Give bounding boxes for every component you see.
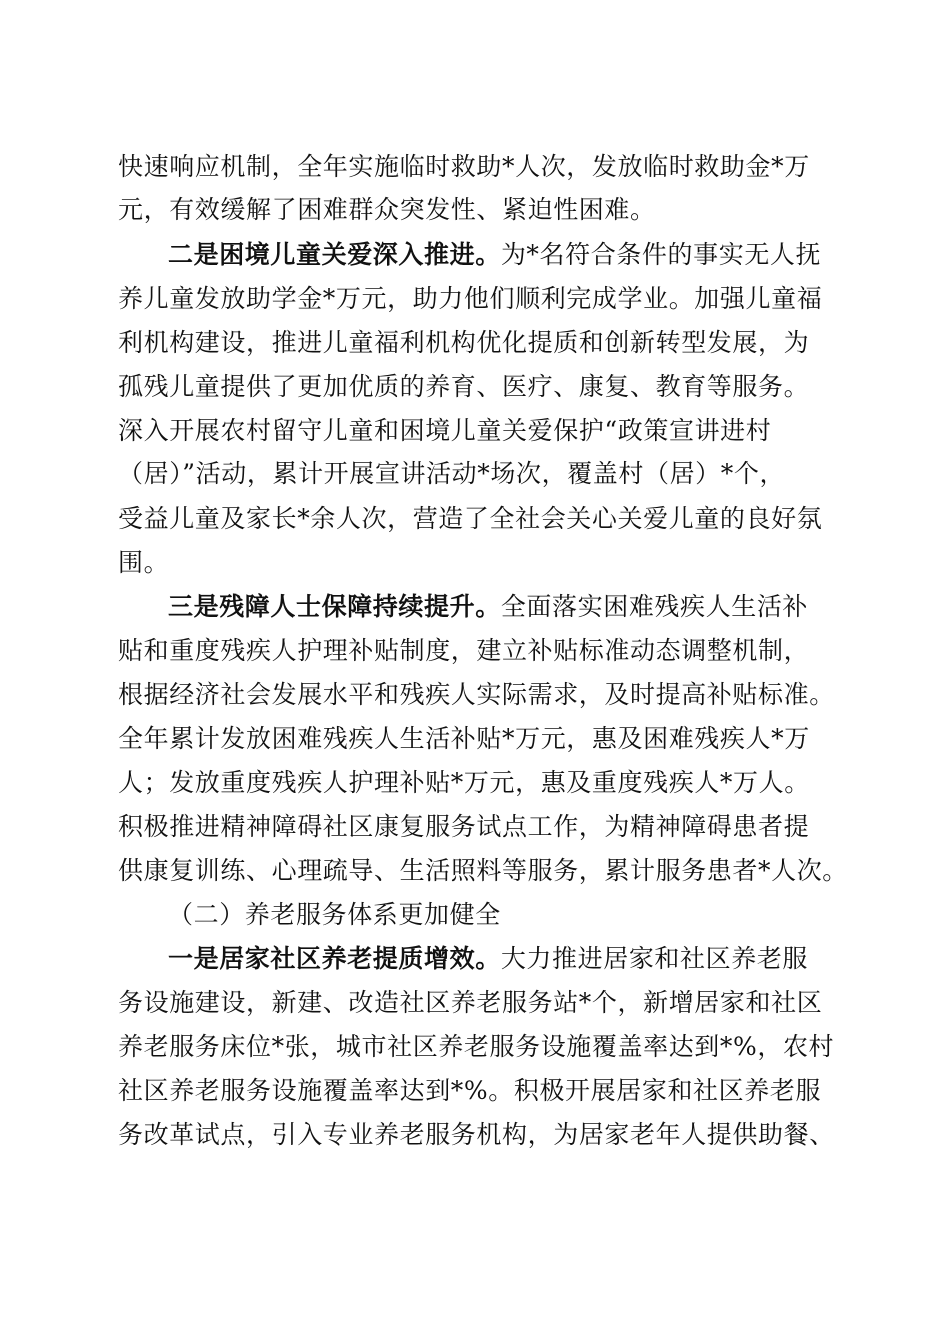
line-text: 根据经济社会发展水平和残疾人实际需求，及时提高补贴标准。 bbox=[118, 680, 835, 709]
body-line bbox=[118, 636, 809, 666]
line-text: 元，有效缓解了困难群众突发性、紧迫性困难。 bbox=[118, 195, 656, 224]
line-text: 积极推进精神障碍社区康复服务试点工作，为精神障碍患者提 bbox=[118, 812, 810, 841]
line-text: 全年累计发放困难残疾人生活补贴*万元，惠及困难残疾人*万 bbox=[118, 724, 810, 753]
body-line bbox=[118, 988, 822, 1018]
body-line bbox=[118, 724, 810, 754]
body-line bbox=[118, 504, 822, 534]
line-text: 务设施建设，新建、改造社区养老服务站*个，新增居家和社区 bbox=[118, 988, 823, 1017]
body-line bbox=[118, 284, 822, 314]
paragraph-first-line bbox=[168, 592, 808, 622]
line-text: 受益儿童及家长*余人次，营造了全社会关心关爱儿童的良好氛 bbox=[118, 504, 823, 533]
body-line bbox=[118, 680, 835, 710]
body-line bbox=[118, 459, 785, 489]
body-line bbox=[118, 416, 771, 446]
line-text: 养老服务床位*张，城市社区养老服务设施覆盖率达到*%，农村 bbox=[118, 1032, 835, 1061]
line-text: 深入开展农村留守儿童和困境儿童关爱保护“政策宣讲进村 bbox=[118, 416, 772, 445]
line-text: 为*名符合条件的事实无人抚 bbox=[500, 240, 822, 269]
body-line bbox=[118, 1120, 835, 1150]
body-line bbox=[118, 372, 809, 402]
line-text: 人；发放重度残疾人护理补贴*万元，惠及重度残疾人*万人。 bbox=[118, 768, 810, 797]
body-line bbox=[118, 548, 169, 578]
body-line bbox=[118, 1076, 821, 1106]
paragraph-first-line bbox=[168, 944, 808, 974]
line-text: 大力推进居家和社区养老服 bbox=[500, 944, 809, 973]
body-line bbox=[118, 152, 810, 182]
line-text: 围。 bbox=[118, 548, 170, 577]
line-text: 孤残儿童提供了更加优质的养育、医疗、康复、教育等服务。 bbox=[118, 372, 810, 401]
line-text: 全面落实困难残疾人生活补 bbox=[500, 592, 809, 621]
paragraph-lead-in: 二是困境儿童关爱深入推进。 bbox=[168, 240, 501, 269]
line-text: 养儿童发放助学金*万元，助力他们顺利完成学业。加强儿童福 bbox=[118, 284, 823, 313]
line-text: （居）”活动，累计开展宣讲活动*场次，覆盖村（居）*个， bbox=[118, 459, 786, 488]
section-heading bbox=[168, 900, 501, 930]
line-text: 贴和重度残疾人护理补贴制度，建立补贴标准动态调整机制， bbox=[118, 636, 810, 665]
line-text: 社区养老服务设施覆盖率达到*%。积极开展居家和社区养老服 bbox=[118, 1076, 822, 1105]
body-line bbox=[118, 856, 848, 886]
line-text: 快速响应机制，全年实施临时救助*人次，发放临时救助金*万 bbox=[118, 152, 810, 181]
body-line bbox=[118, 195, 656, 225]
body-line bbox=[118, 812, 809, 842]
section-heading-text: （二）养老服务体系更加健全 bbox=[168, 900, 501, 929]
body-line bbox=[118, 768, 810, 798]
line-text: 供康复训练、心理疏导、生活照料等服务，累计服务患者*人次。 bbox=[118, 856, 848, 885]
paragraph-first-line bbox=[168, 240, 821, 270]
body-line bbox=[118, 328, 809, 358]
line-text: 利机构建设，推进儿童福利机构优化提质和创新转型发展，为 bbox=[118, 328, 810, 357]
paragraph-lead-in: 一是居家社区养老提质增效。 bbox=[168, 944, 501, 973]
line-text: 务改革试点，引入专业养老服务机构，为居家老年人提供助餐、 bbox=[118, 1120, 835, 1149]
body-line bbox=[118, 1032, 834, 1062]
paragraph-lead-in: 三是残障人士保障持续提升。 bbox=[168, 592, 501, 621]
